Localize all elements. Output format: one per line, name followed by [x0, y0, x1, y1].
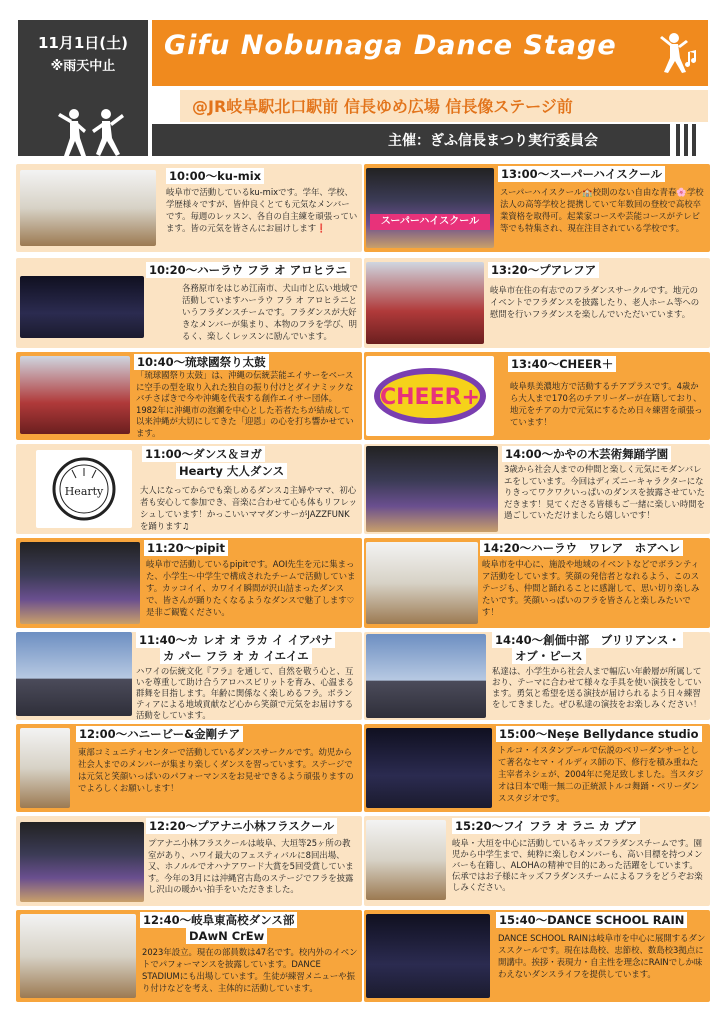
program-block [364, 164, 710, 252]
program-block [16, 258, 362, 348]
main-title: Gifu Nobunaga Dance Stage [164, 30, 617, 61]
program-desc: DANCE SCHOOL RAINは岐阜市を中心に展開するダンススクールです。現在は島校、忠節校、数島校3拠点に開講中。挨拶・表現力・自主性を理念にRAINでしか味わえないダンスライフを提供しています。 [498, 933, 706, 979]
organizer-bar [152, 124, 670, 156]
program-desc: ハワイの伝統文化『フラ』を通して、自然を敬う心と、互いを尊重して助け合うアロハスピリットを育み、心温まる群舞を目指します。年齢に関係なく楽しめるフラ。ボランティアによる地域貢献など心から笑顔で元気をお届けする活動をしています。 [136, 666, 354, 720]
program-block [364, 724, 710, 812]
program-title-2: DAwN CrEw [186, 928, 267, 944]
hearty-logo-icon [36, 450, 132, 528]
program-photo [366, 446, 498, 532]
dancer-music-icon [658, 32, 698, 74]
program-desc: 大人になってからでも楽しめるダンス♫主婦やママ、初心者も安心して参加でき、音楽に合わせて心も体もリフレッシュしています！かっこいいママダンサーがJAZZFUNKを踊ります♫ [140, 485, 357, 531]
program-photo [20, 728, 70, 808]
date-box [18, 20, 148, 156]
program-title: 13:20～プアレフア [488, 262, 599, 278]
program-block [16, 816, 362, 906]
program-title: 15:20～フイ フラ オ ラニ カ プア [452, 818, 640, 834]
program-title: 13:00～スーパーハイスクール [498, 166, 665, 182]
program-block [16, 910, 362, 1002]
program-block [364, 632, 710, 720]
program-title: 14:20～ハーラウ ワレア ホアヘレ [480, 540, 683, 556]
program-block [364, 538, 710, 628]
deco-bar [684, 124, 688, 156]
program-desc: 2023年設立。現在の部員数は47名です。校内外のイベントでパフォーマンスを披露しています。DANCE STADIUMにも出場しています。生徒が練習メニューや振り付けなどを考え、主体的に活動しています。 [142, 947, 358, 993]
program-desc: トルコ・イスタンブールで伝説のベリーダンサーとして著名なセマ・イルディス師の下、修行を積み重ねた主宰者ネシェが、2004年に発足致しました。当スタジオは日本で唯一無二の正統派トルコ舞踊・ベリーダンススタジオです。 [498, 745, 704, 803]
program-desc: スーパーハイスクール🏫校則のない自由な青春🌸学校法人の高等学校と提携していて年数回の登校で高校卒業資格を取得可。起業家コースや芸能コースがテレビ等でも特集され、現在注目されている学校です。 [500, 187, 704, 233]
program-title: 15:00～Neşe Bellydance studio [496, 726, 702, 742]
program-desc: 岐阜県美濃地方で活動するチアプラスです。4歳から大人まで170名のチアリーダーが在籍しており、地元をチアの力で元気にするため日々練習を頑張っています！ [510, 381, 703, 427]
program-block [364, 816, 710, 906]
program-photo [366, 728, 492, 808]
cheer-logo-text: CHEER+ [380, 385, 480, 410]
program-title: 11:00～ダンス＆ヨガ [142, 446, 265, 462]
cheer-logo-icon [366, 356, 494, 436]
program-title: 13:40～CHEER＋ [508, 356, 616, 372]
program-desc: 岐阜市を中心に、施設や地域のイベントなどでボランティア活動をしています。笑顔の発信者となれるよう、このステージも、仲間と踊れることに感謝して、思い切り楽しみたいです。笑顔いっぱいのフラを皆さんと楽しみたいです！ [482, 559, 700, 617]
program-photo [16, 632, 132, 716]
program-title: 12:40～岐阜東高校ダンス部 [140, 912, 297, 928]
venue-box [180, 90, 708, 122]
program-block [364, 258, 710, 348]
program-desc: 岐阜市で活動しているpipitです。AOI先生を元に集まった、小学生～中学生で構成されたチームで活動しています。カッコイイ、カワイイ瞬間が沢山詰まったダンスで、皆さんが踊りたくなるようなダンスで魅了します♡是非ご観覧ください。 [146, 559, 356, 617]
program-block [364, 910, 710, 1002]
program-photo [20, 914, 136, 998]
program-block [16, 444, 362, 534]
program-photo [366, 914, 490, 998]
program-desc: 岐阜市で活動しているku-mixです。学年、学校、学歴様々ですが、皆仲良くとても元気なメンバーです。毎週のレッスン、各自の自主練を頑張っています。皆の元気を皆さんにお届けします❗ [166, 187, 358, 233]
program-title: 10:00～ku-mix [166, 168, 264, 184]
program-photo [366, 168, 494, 248]
program-block [16, 352, 362, 440]
program-desc: 岐阜市在住の有志でのフラダンスサークルです。地元のイベントでフラダンスを披露したり、老人ホーム等への慰問を行いフラダンスを楽しんでいただいています。 [490, 285, 700, 319]
deco-bar [676, 124, 680, 156]
program-title: 12:20～プアナニ小林フラスクール [146, 818, 337, 834]
program-title: 14:00～かやの木芸術舞踊学園 [502, 446, 671, 462]
deco-bar [692, 124, 696, 156]
program-title: 14:40～創価中部 ブリリアンス・ [492, 632, 683, 648]
organizer: 主催：ぎふ信長まつり実行委員会 [388, 133, 598, 149]
program-desc: 各務原市をはじめ江南市、犬山市と広い地域で活動していますハーラウ フラ オ アロヒラニというフラダンスチームです。フラダンスが大好きなメンバーが集まり、本物のフラを学び、明るく、楽しくレッスンに励んでいます。 [182, 283, 358, 341]
program-block [16, 538, 362, 628]
program-title-2: オブ・ピース [512, 648, 586, 664]
program-desc: 東部コミュニティセンターで活動しているダンスサークルです。幼児から社会人までのメンバーが集まり楽しくダンスを習っています。ステージでは元気と笑顔いっぱいのパフォーマンスをお見せできるよう頑張りますのでよろしくお願いします！ [78, 747, 354, 793]
program-photo [20, 542, 140, 624]
venue: @JR岐阜駅北口駅前 信長ゆめ広場 信長像ステージ前 [192, 97, 573, 116]
program-title: 10:20～ハーラウ フラ オ アロヒラニ [146, 262, 350, 278]
program-photo [20, 356, 130, 434]
program-desc: プアナニ小林フラスクールは岐阜、大垣等25ヶ所の教室があり、ハワイ最大のフェスティバルに8回出場、又、ホノルルでオハナアワード大賞を5回受賞しています。今年の3月には沖縄宮古島のステージでフラを披露し沢山の暖かい拍手をいただきました。 [148, 838, 354, 894]
program-photo [366, 542, 478, 624]
event-date: 11月1日(土) [37, 34, 129, 52]
program-photo [366, 634, 486, 718]
program-title: 10:40～琉球國祭り太鼓 [134, 354, 269, 370]
program-block [364, 352, 710, 440]
program-desc: 岐阜・大垣を中心に活動しているキッズフラダンスチームです。園児から中学生まで、純粋に楽しむメンバーも、高い目標を持つメンバーも在籍し、ALOHAの精神で目的にあった活躍をしています。伝承ではお子様にキッズフラダンスチームによるフラをどうぞお楽しみください。 [452, 838, 703, 892]
title-bar [152, 20, 708, 86]
program-block [16, 632, 362, 720]
program-banner: スーパーハイスクール [370, 214, 490, 230]
rain-note: ※雨天中止 [50, 59, 116, 74]
hearty-logo-text: Hearty [64, 485, 104, 498]
program-photo [20, 822, 144, 902]
program-title-2: カ パー フラ オ カ イエイエ [160, 648, 312, 664]
program-title: 11:20～pipit [144, 540, 228, 556]
program-block [16, 164, 362, 252]
program-photo [20, 276, 144, 338]
program-photo [366, 262, 484, 344]
cheer-logo [366, 356, 494, 436]
hearty-logo [36, 450, 132, 528]
dancers-icon [56, 106, 126, 162]
program-desc: 「琉球國祭り太鼓」は、沖縄の伝統芸能エイサーをベースに空手の型を取り入れた独自の振り付けとダイナミックなバチさばきで今や沖縄を代表する創作エイサー団体。1982年に沖縄市の泡瀬を中心とした若者たちが結成して以来沖縄が大切にしてきた「迎恩」の心を打ち響かせています。 [136, 370, 354, 438]
program-photo [20, 170, 156, 246]
program-desc: 私達は、小学生から社会人まで幅広い年齢層が所属しており、テーマに合わせて様々な手具を使い演技をしています。勇気と希望を送る演技が届けられるよう日々練習をしてきました。ぜひ私達の演技をお楽しみください！ [492, 666, 702, 709]
program-title: 11:40～カ レオ オ ラカ イ イアパナ [136, 632, 335, 648]
program-desc: 3歳から社会人までの仲間と楽しく元気にモダンバレエをしています。今回はディズニーキャラクターになりきってワクワクいっぱいのダンスを披露させていただきます！見てくださる皆様もご一緒に楽しい時間を過ごしていただけましたら嬉しいです！ [504, 464, 705, 520]
program-block [16, 724, 362, 812]
program-title: 12:00～ハニービー&金剛チア [76, 726, 243, 742]
program-block [364, 444, 710, 534]
program-title-2: Hearty 大人ダンス [176, 463, 287, 479]
program-title: 15:40～DANCE SCHOOL RAIN [496, 912, 687, 928]
